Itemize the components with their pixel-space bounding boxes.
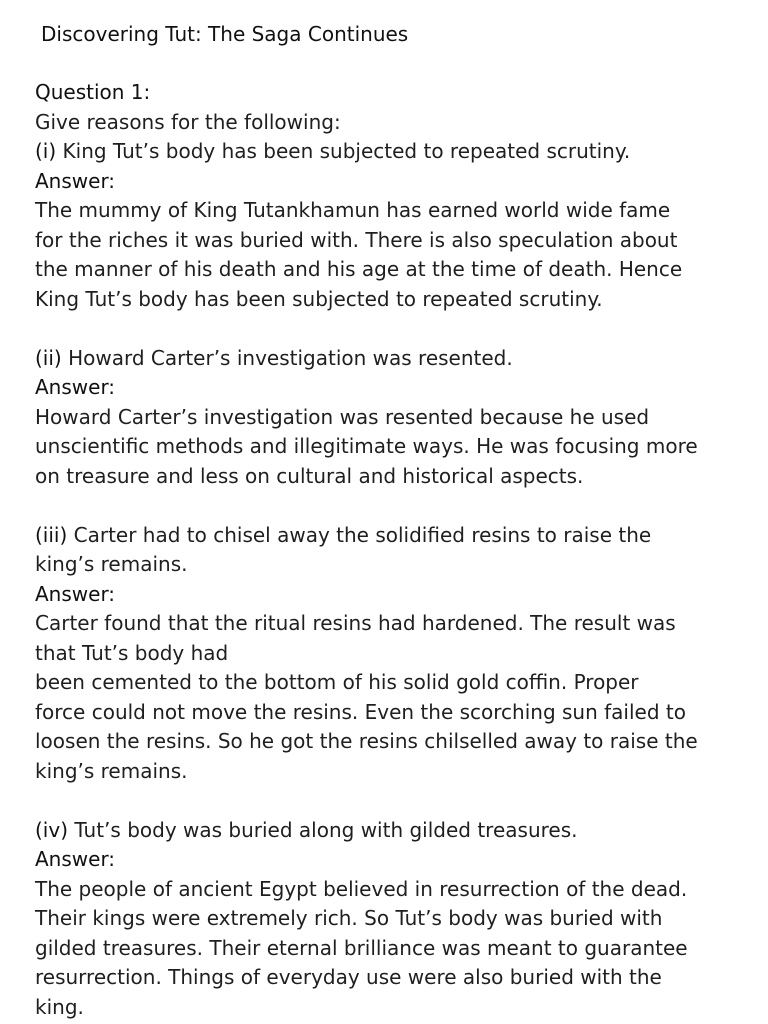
question-text-continued: king’s remains. bbox=[35, 552, 188, 576]
item-label: (ii) bbox=[35, 345, 62, 370]
answer-line: Their kings were extremely rich. So Tut’s body was buried with bbox=[35, 906, 663, 930]
answer-line: for the riches it was buried with. There is also speculation about bbox=[35, 227, 678, 252]
answer-line: The mummy of King Tutankhamun has earned world wide fame bbox=[35, 198, 671, 222]
question-item-iv bbox=[35, 816, 755, 846]
answer-line: gilded treasures. Their eternal brilliance was meant to guarantee bbox=[35, 935, 688, 960]
answer-line: king’s remains. bbox=[35, 758, 188, 783]
question-item-iii bbox=[35, 521, 755, 551]
answer-line: that Tut’s body had bbox=[35, 640, 229, 665]
answer-line: The people of ancient Egypt believed in resurrection of the dead. bbox=[35, 876, 688, 901]
answer-line: unscientific methods and illegitimate ways. He was focusing more bbox=[35, 434, 698, 458]
answer-label: Answer: bbox=[35, 375, 116, 399]
question-text: Carter had to chisel away the solidified resins to raise the bbox=[73, 522, 652, 547]
question-text: King Tut’s body has been subjected to repeated scrutiny. bbox=[62, 139, 631, 163]
paragraph-gap bbox=[35, 314, 755, 344]
answer-line: on treasure and less on cultural and historical aspects. bbox=[35, 463, 584, 488]
answer-line: force could not move the resins. Even the scorching sun failed to bbox=[35, 699, 686, 724]
answer-label: Answer: bbox=[35, 168, 116, 193]
answer-line: Howard Carter’s investigation was resented because he used bbox=[35, 404, 650, 429]
question-text: Tut’s body was buried along with gilded treasures. bbox=[74, 817, 578, 842]
answer-line: King Tut’s body has been subjected to repeated scrutiny. bbox=[35, 286, 603, 311]
item-label: (i) bbox=[35, 139, 57, 163]
question-item-i bbox=[35, 137, 755, 167]
answer-line: king. bbox=[35, 994, 84, 1019]
answer-line: the manner of his death and his age at the time of death. Hence bbox=[35, 257, 683, 281]
answer-label: Answer: bbox=[35, 847, 116, 871]
answer-line: Carter found that the ritual resins had hardened. The result was bbox=[35, 611, 676, 635]
paragraph-gap bbox=[35, 491, 755, 521]
document-body bbox=[35, 78, 755, 1022]
question-text: Howard Carter’s investigation was resented. bbox=[68, 345, 513, 370]
item-label: (iii) bbox=[35, 522, 68, 547]
answer-line: loosen the resins. So he got the resins chilselled away to raise the bbox=[35, 729, 698, 753]
question-item-ii bbox=[35, 344, 755, 374]
answer-label: Answer: bbox=[35, 581, 116, 606]
question-heading: Question 1: bbox=[35, 80, 151, 104]
item-label: (iv) bbox=[35, 817, 68, 842]
instruction-text: Give reasons for the following: bbox=[35, 109, 341, 134]
answer-line: been cemented to the bottom of his solid gold coffin. Proper bbox=[35, 670, 639, 694]
answer-line: resurrection. Things of everyday use were also buried with the bbox=[35, 965, 662, 989]
document-title: Discovering Tut: The Saga Continues bbox=[41, 22, 409, 46]
paragraph-gap bbox=[35, 786, 755, 816]
